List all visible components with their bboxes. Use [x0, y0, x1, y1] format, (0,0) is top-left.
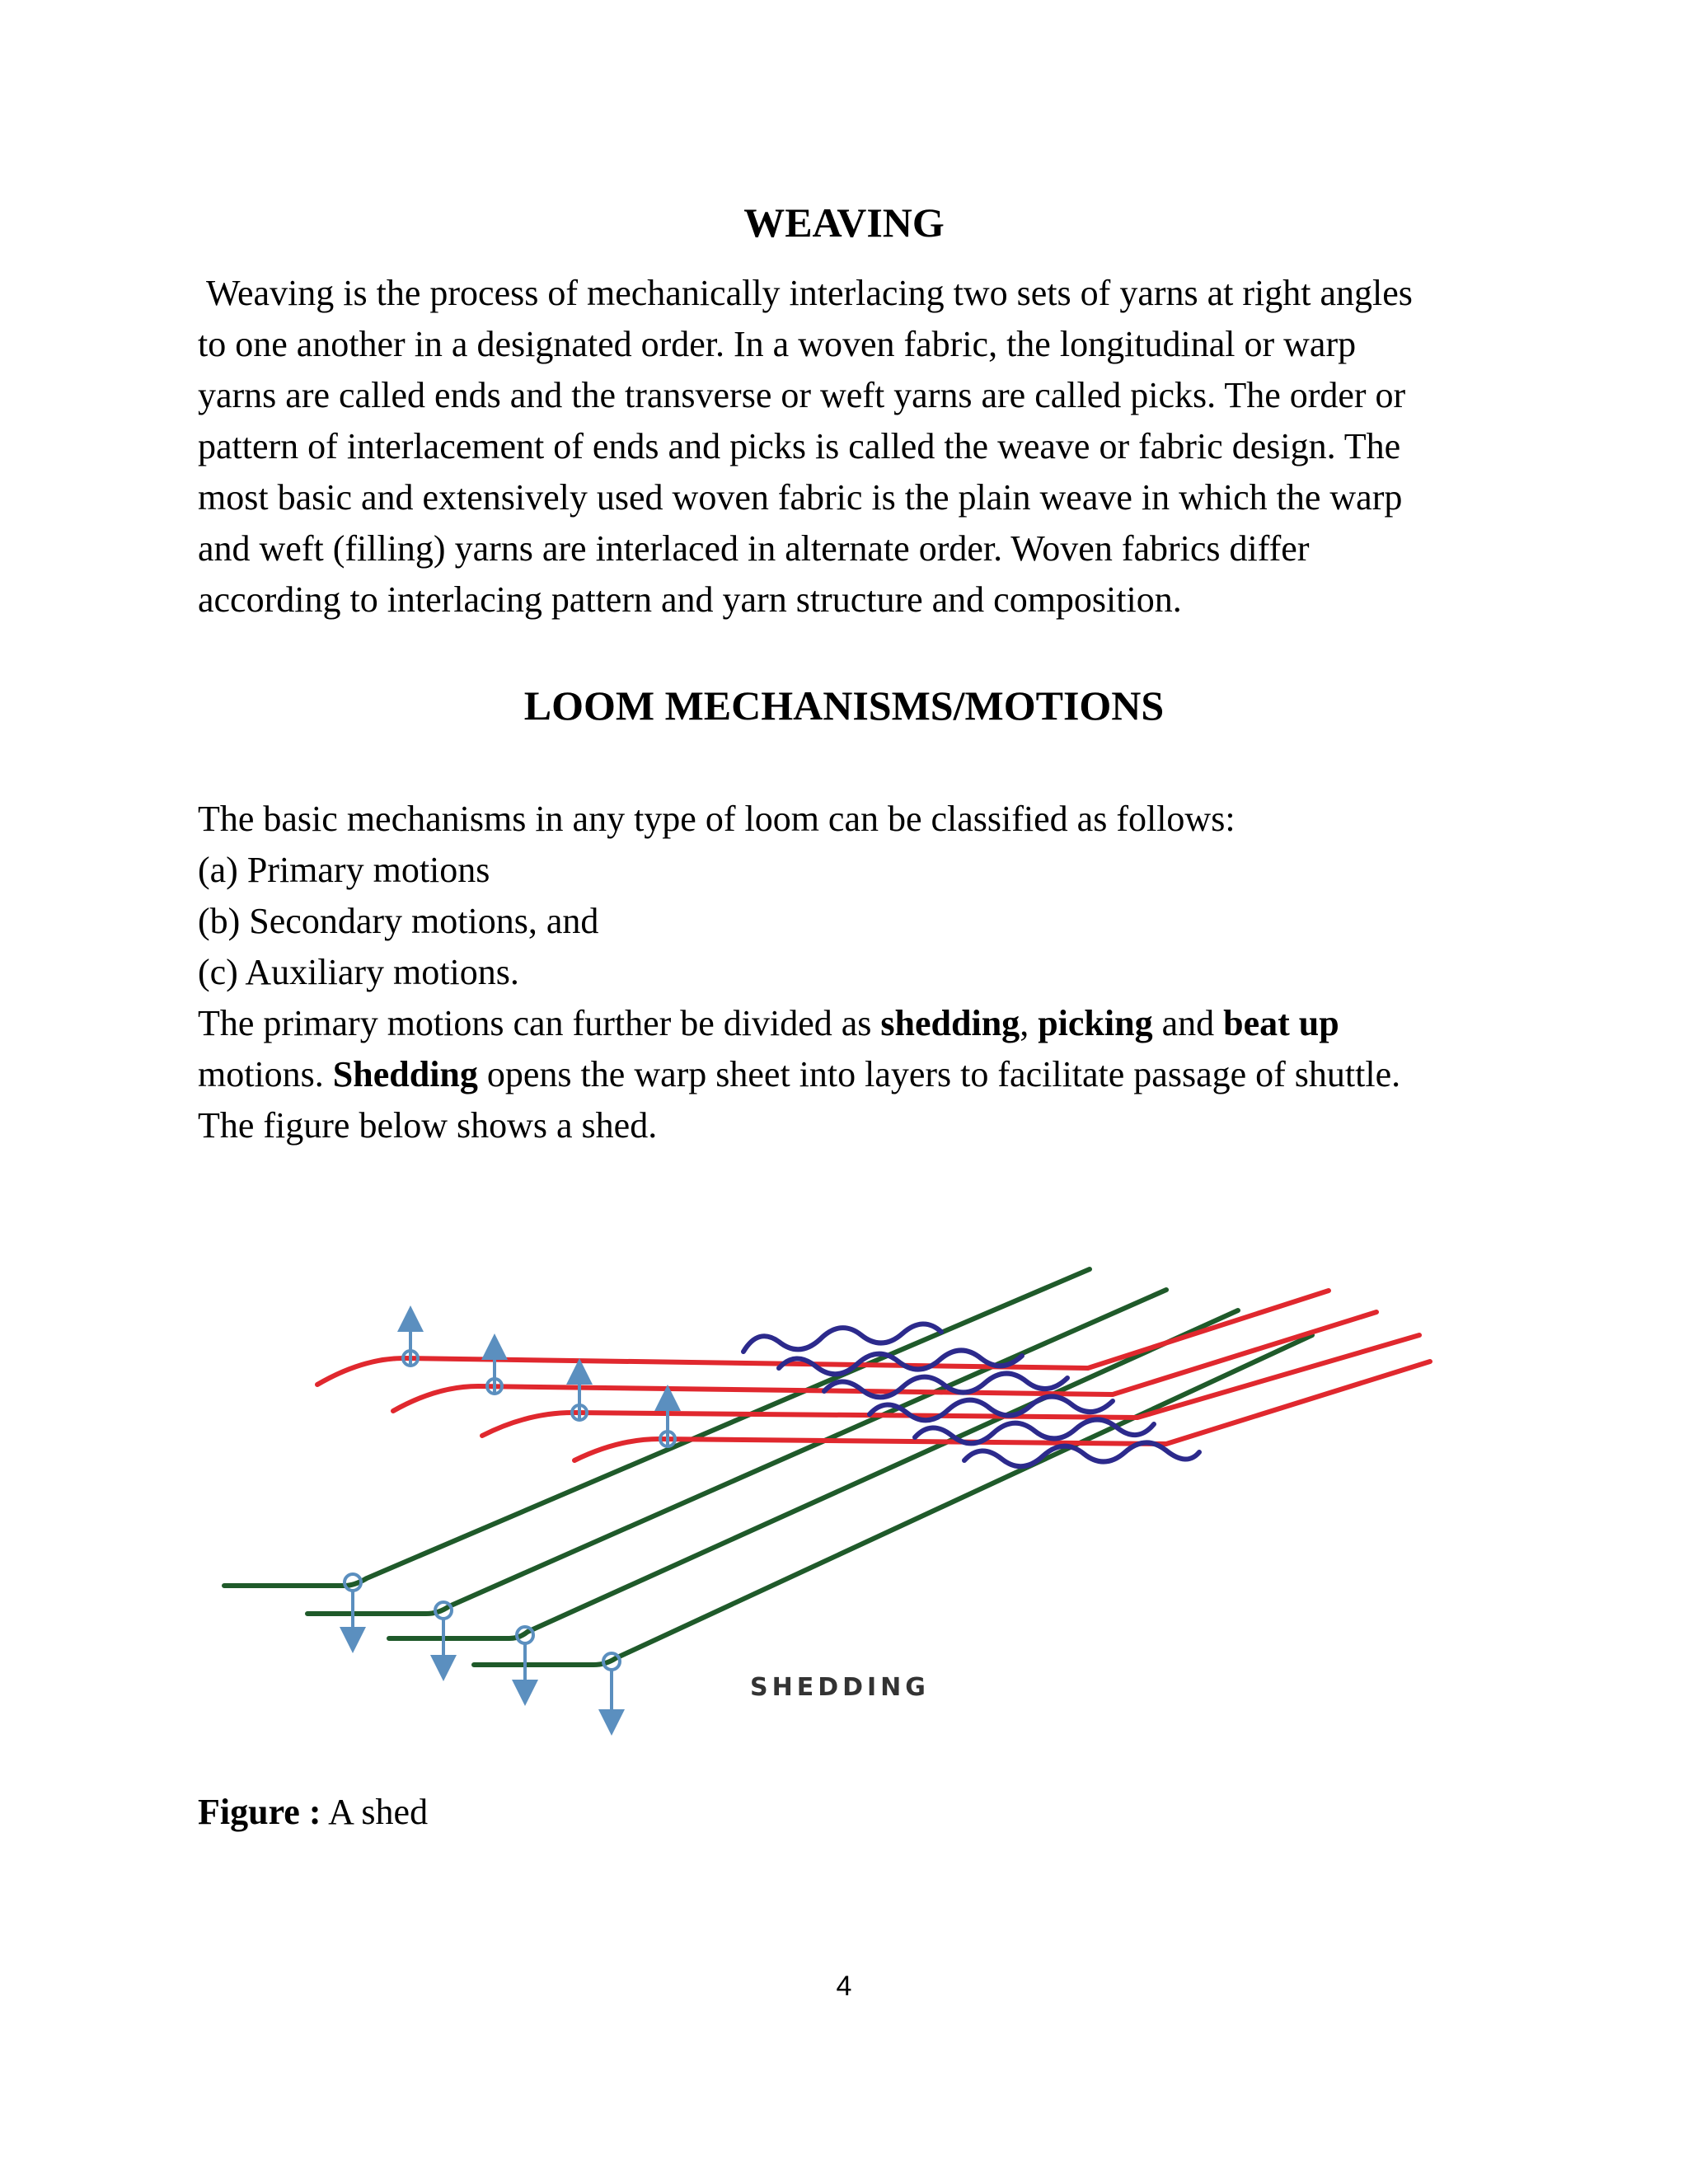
mechanisms-lead: The basic mechanisms in any type of loom can be classified as follows: [198, 799, 1236, 839]
warp-yarn-lower [224, 1269, 1090, 1586]
caption-label: Figure : [198, 1792, 321, 1832]
list-item-auxiliary: (c) Auxiliary motions. [198, 952, 519, 992]
figure-caption [198, 1787, 428, 1838]
text: The primary motions can further be divided as [198, 1003, 881, 1043]
intro-line: most basic and extensively used woven fabric is the plain weave in which the warp [198, 477, 1403, 518]
weft-yarn [964, 1442, 1199, 1466]
warp-yarn-lower [307, 1290, 1166, 1614]
figure-intro-line: The figure below shows a shed. [198, 1105, 658, 1146]
text: , [1020, 1003, 1039, 1043]
lower-heald-arrows [345, 1574, 620, 1722]
mechanisms-block [198, 794, 1500, 1151]
figure-label-shedding: SHEDDING [750, 1673, 930, 1702]
intro-line: yarns are called ends and the transverse or weft yarns are called picks. The order or [198, 375, 1406, 415]
upper-warp-sheet [317, 1291, 1430, 1460]
intro-line: according to interlacing pattern and yarn structure and composition. [198, 579, 1182, 620]
shed-figure [198, 1236, 1484, 1747]
shedding-line [198, 1049, 1500, 1100]
list-item-secondary: (b) Secondary motions, and [198, 901, 599, 941]
list-item-primary: (a) Primary motions [198, 850, 490, 890]
intro-line: pattern of interlacement of ends and picks is called the weave or fabric design. The [198, 426, 1401, 466]
intro-paragraph [198, 268, 1500, 626]
warp-yarn-lower [474, 1335, 1312, 1665]
term-beat-up: beat up [1223, 1003, 1339, 1043]
text: motions. [198, 1054, 333, 1094]
shed-diagram [198, 1236, 1484, 1747]
primary-motions-line [198, 998, 1500, 1049]
intro-line: Weaving is the process of mechanically interlacing two sets of yarns at right angles [206, 273, 1413, 313]
upper-heald-arrows [403, 1319, 675, 1446]
caption-text: A shed [321, 1792, 429, 1832]
term-shedding: shedding [880, 1003, 1020, 1043]
lower-warp-sheet [224, 1269, 1312, 1665]
heading-loom-mechanisms: LOOM MECHANISMS/MOTIONS [523, 682, 1165, 729]
heading-weaving: WEAVING [743, 199, 945, 246]
text: and [1152, 1003, 1224, 1043]
term-picking: picking [1038, 1003, 1153, 1043]
page-number: 4 [836, 1971, 852, 2002]
text: opens the warp sheet into layers to facilitate passage of shuttle. [477, 1054, 1401, 1094]
term-shedding-bold: Shedding [332, 1054, 478, 1094]
intro-line: and weft (filling) yarns are interlaced in alternate order. Woven fabrics differ [198, 528, 1310, 569]
intro-line: to one another in a designated order. In a woven fabric, the longitudinal or warp [198, 324, 1357, 364]
